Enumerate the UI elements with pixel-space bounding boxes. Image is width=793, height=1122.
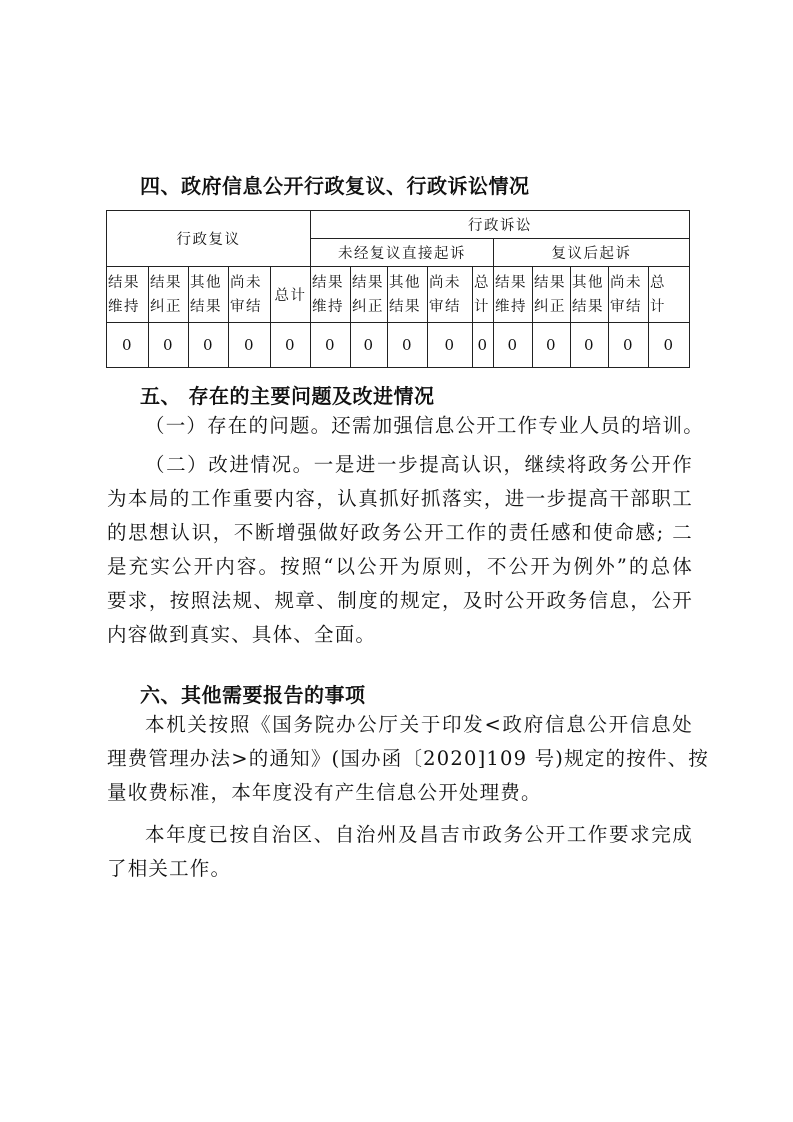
column-header-text: 审结 [230, 298, 262, 315]
admin-litigation-header: 行政诉讼 [311, 211, 690, 239]
column-header-text: 总 [474, 274, 490, 291]
admin-review-header: 行政复议 [107, 211, 311, 267]
column-header [351, 267, 388, 323]
column-header-text: 结果 [495, 274, 527, 291]
column-header [649, 267, 690, 323]
column-header-text: 审结 [429, 298, 461, 315]
value-cell: 0 [189, 323, 229, 368]
column-header [533, 267, 571, 323]
column-header [571, 267, 609, 323]
column-header-text: 结果 [108, 274, 140, 291]
column-header-text: 结果 [150, 274, 182, 291]
value-cell: 0 [107, 323, 149, 368]
column-header-text: 维持 [108, 298, 140, 315]
column-header-text: 其他 [190, 274, 222, 291]
column-header [388, 267, 428, 323]
paragraph-line: 的思想认识，不断增强做好政务公开工作的责任感和使命感; 二 [107, 521, 693, 544]
column-header-text: 维持 [495, 298, 527, 315]
paragraph-line: （二）改进情况。一是进一步提高认识，继续将政务公开作 [145, 453, 693, 476]
column-header-text: 总 [650, 274, 666, 291]
column-header-text: 计 [474, 298, 490, 315]
value-cell: 0 [473, 323, 494, 368]
column-header [311, 267, 351, 323]
value-cell: 0 [351, 323, 388, 368]
paragraph-line: 内容做到真实、具体、全面。 [107, 623, 377, 646]
column-header-text: 结果 [312, 274, 344, 291]
section6-para1 [107, 708, 710, 810]
value-cell: 0 [649, 323, 690, 368]
column-header-text: 尚未 [230, 274, 262, 291]
column-header-text: 结果 [190, 298, 222, 315]
column-header-text: 结果 [389, 298, 421, 315]
paragraph-line: 是充实公开内容。按照“以公开为原则，不公开为例外”的总体 [107, 555, 693, 578]
value-cell: 0 [533, 323, 571, 368]
column-header-text: 结果 [572, 298, 604, 315]
value-cell: 0 [311, 323, 351, 368]
value-cell: 0 [571, 323, 609, 368]
value-cell: 0 [609, 323, 649, 368]
paragraph-line: 理费管理办法>的通知》(国办函〔2020]109 号)规定的按件、按 [107, 747, 710, 770]
column-header-text: 计 [650, 298, 666, 315]
value-cell: 0 [388, 323, 428, 368]
column-header-text: 结果 [534, 274, 566, 291]
column-header [107, 267, 149, 323]
review-litigation-table [106, 210, 690, 368]
direct-suit-header: 未经复议直接起诉 [311, 239, 494, 267]
value-cell: 0 [271, 323, 311, 368]
column-header-text: 纠正 [534, 298, 566, 315]
column-header [473, 267, 494, 323]
column-header-text: 其他 [389, 274, 421, 291]
column-header-text: 审结 [610, 298, 642, 315]
value-cell: 0 [428, 323, 473, 368]
paragraph-line: 为本局的工作重要内容，认真抓好抓落实，进一步提高干部职工 [107, 487, 693, 510]
section6-para2 [107, 818, 693, 886]
section4-heading: 四、政府信息公开行政复议、行政诉讼情况 [140, 174, 530, 198]
section5-heading: 五、 存在的主要问题及改进情况 [140, 384, 435, 408]
column-header-text: 结果 [352, 274, 384, 291]
column-header [189, 267, 229, 323]
value-cell: 0 [229, 323, 271, 368]
column-header-text: 纠正 [352, 298, 384, 315]
column-header [229, 267, 271, 323]
column-header-text: 尚未 [610, 274, 642, 291]
column-header-text: 尚未 [429, 274, 461, 291]
paragraph-line: 要求，按照法规、规章、制度的规定，及时公开政务信息，公开 [107, 589, 693, 612]
column-header [609, 267, 649, 323]
paragraph-line: 本机关按照《国务院办公厅关于印发<政府信息公开信息处 [145, 713, 693, 736]
column-header [428, 267, 473, 323]
column-header: 总计 [271, 267, 311, 323]
paragraph-line: 了相关工作。 [107, 857, 232, 880]
column-header-text: 纠正 [150, 298, 182, 315]
after-review-suit-header: 复议后起诉 [494, 239, 690, 267]
section5-para1 [107, 409, 704, 443]
value-cell: 0 [494, 323, 533, 368]
section5-para1-line: （一）存在的问题。还需加强信息公开工作专业人员的培训。 [145, 414, 704, 437]
column-header-text: 维持 [312, 298, 344, 315]
paragraph-line: 本年度已按自治区、自治州及昌吉市政务公开工作要求完成 [145, 823, 693, 846]
column-header-text: 其他 [572, 274, 604, 291]
column-header [494, 267, 533, 323]
value-cell: 0 [149, 323, 189, 368]
column-header [149, 267, 189, 323]
section5-para2 [107, 448, 693, 652]
section6-heading: 六、其他需要报告的事项 [140, 683, 366, 707]
paragraph-line: 量收费标准，本年度没有产生信息公开处理费。 [107, 781, 542, 804]
